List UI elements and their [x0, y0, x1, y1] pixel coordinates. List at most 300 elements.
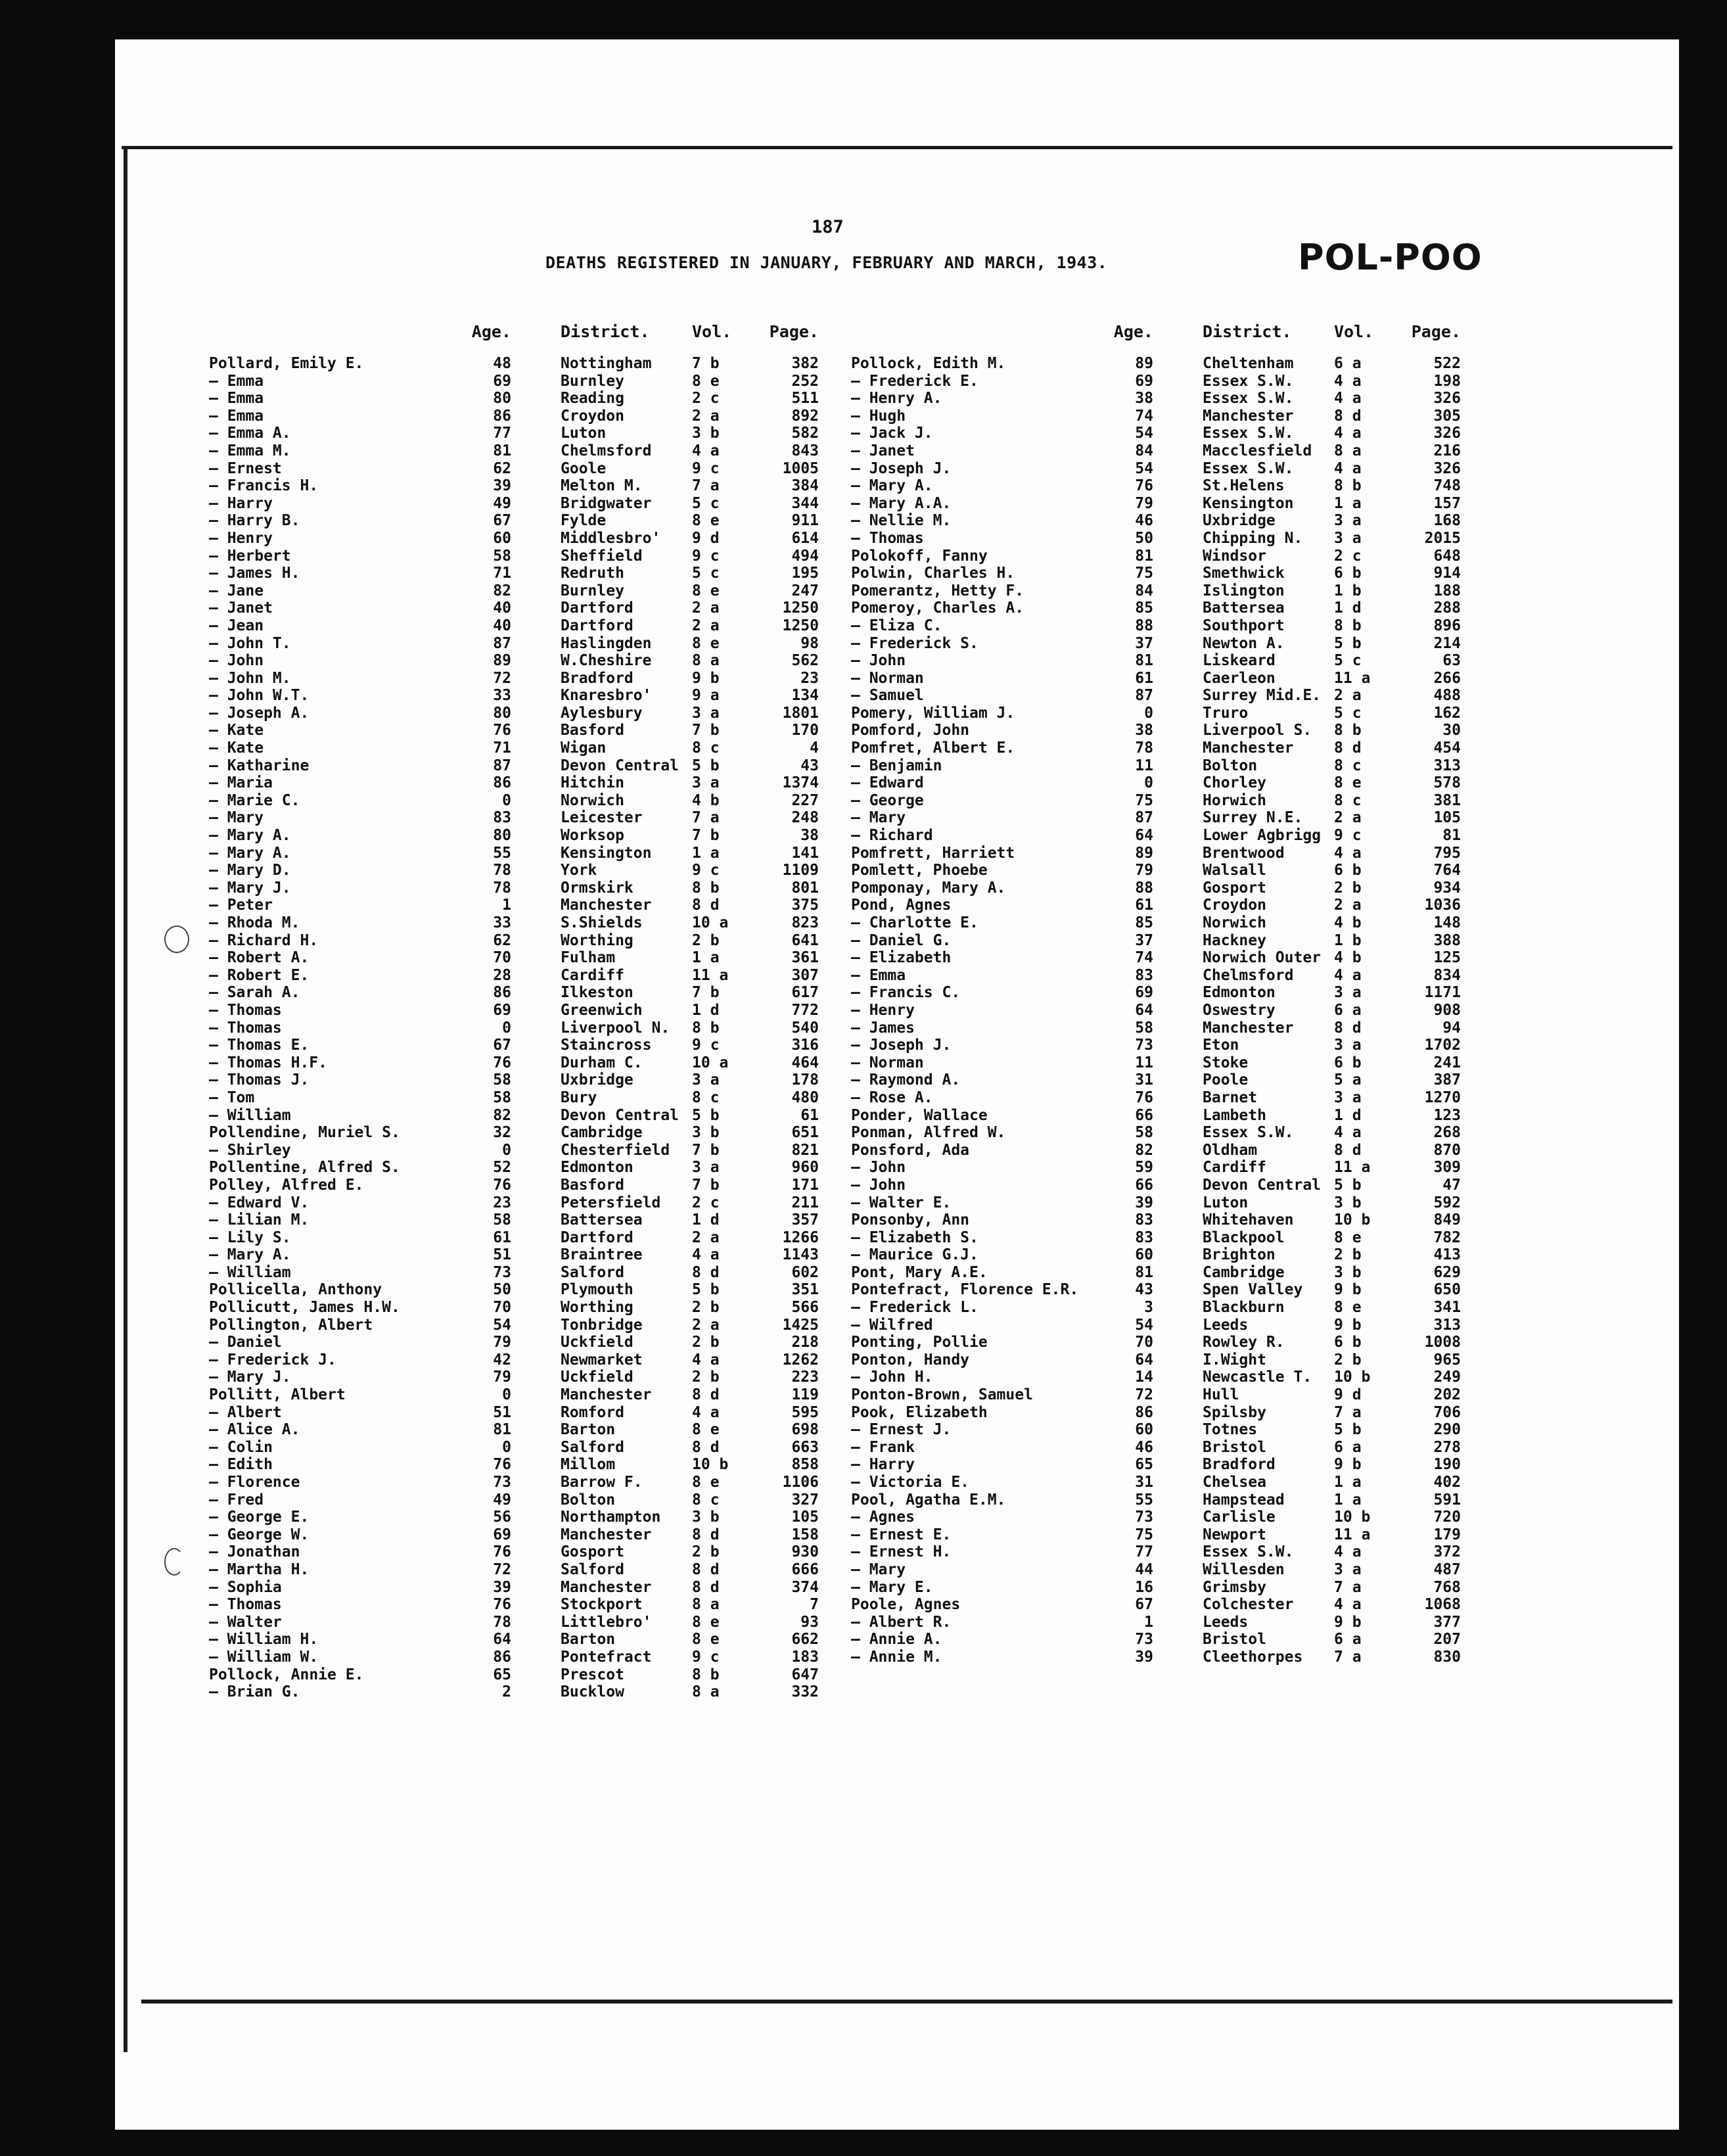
entry-volume: 1 b [1334, 931, 1362, 949]
entry-name: Pont, Mary A.E. [851, 1263, 988, 1281]
entry-volume: 3 b [1334, 1263, 1362, 1281]
register-entry [851, 845, 1495, 862]
register-entry [209, 1054, 853, 1072]
entry-page: 105 [1433, 809, 1461, 827]
entry-age: 40 [493, 599, 511, 617]
entry-page: 666 [791, 1560, 819, 1578]
entry-page: 892 [791, 407, 819, 425]
register-entry [209, 565, 853, 582]
entry-volume: 8 d [692, 1578, 720, 1596]
entry-name: Pontefract, Florence E.R. [851, 1281, 1079, 1299]
entry-age: 78 [493, 1613, 511, 1631]
register-entry [851, 1159, 1495, 1177]
entry-page: 1250 [782, 617, 819, 634]
entry-age: 0 [502, 1019, 511, 1037]
entry-page: 326 [1433, 390, 1461, 408]
register-entry [209, 460, 853, 478]
entry-page: 361 [791, 949, 819, 967]
entry-name: — Emma M. [209, 442, 291, 459]
register-entry [851, 1579, 1495, 1597]
entry-page: 157 [1433, 494, 1461, 512]
entry-age: 64 [1135, 1001, 1153, 1019]
register-entry [851, 792, 1495, 810]
entry-volume: 1 d [692, 1001, 720, 1019]
register-entry [209, 792, 853, 810]
entry-age: 67 [493, 512, 511, 530]
entry-age: 0 [502, 791, 511, 809]
entry-age: 46 [1135, 1438, 1153, 1456]
register-entry [209, 1159, 853, 1177]
entry-age: 67 [1135, 1596, 1153, 1614]
entry-age: 89 [1135, 844, 1153, 862]
entry-volume: 8 b [1334, 722, 1362, 739]
entry-age: 69 [1135, 984, 1153, 1002]
entry-volume: 5 c [692, 494, 720, 512]
entry-name: — Walter E. [851, 1194, 952, 1211]
entry-volume: 8 e [1334, 1229, 1362, 1246]
entry-name: Ponting, Pollie [851, 1334, 988, 1351]
entry-age: 52 [493, 1159, 511, 1177]
entry-age: 86 [493, 1648, 511, 1666]
entry-page: 1374 [782, 774, 819, 792]
entry-age: 62 [493, 459, 511, 477]
entry-name: — Maurice G.J. [851, 1246, 979, 1264]
entry-district: Spilsby [1203, 1403, 1266, 1421]
register-entry [209, 1526, 853, 1544]
register-entry [851, 1002, 1495, 1019]
entry-district: Millom [561, 1456, 616, 1474]
register-entry [209, 1037, 853, 1054]
entry-page: 377 [1433, 1613, 1461, 1631]
entry-age: 55 [493, 844, 511, 862]
entry-age: 71 [493, 565, 511, 582]
entry-name: — Benjamin [851, 757, 942, 774]
entry-district: Chipping N. [1203, 529, 1303, 547]
entry-name: — Mary A.A. [851, 494, 952, 512]
entry-age: 87 [493, 757, 511, 774]
entry-age: 78 [1135, 739, 1153, 757]
register-entry [851, 1543, 1495, 1561]
register-entry [209, 984, 853, 1002]
entry-district: Macclesfield [1203, 442, 1312, 459]
entry-district: Knaresbro' [561, 687, 652, 705]
entry-name: — Thomas E. [209, 1037, 310, 1054]
entry-name: — John [851, 652, 906, 670]
entry-volume: 3 b [1334, 1194, 1362, 1211]
entry-age: 65 [1135, 1456, 1153, 1474]
entry-name: — Jack J. [851, 425, 933, 442]
entry-age: 76 [493, 1176, 511, 1194]
entry-page: 170 [791, 722, 819, 739]
entry-age: 54 [1135, 1316, 1153, 1334]
entry-name: — George [851, 791, 924, 809]
entry-district: Bristol [1203, 1631, 1266, 1649]
age-header: Age. [1113, 322, 1153, 341]
entry-name: Pollicella, Anthony [209, 1281, 382, 1299]
entry-district: Bradford [1203, 1456, 1276, 1474]
register-entry [851, 967, 1495, 985]
entry-page: 326 [1433, 425, 1461, 442]
entry-district: Battersea [1203, 599, 1285, 617]
entry-page: 1109 [782, 862, 819, 879]
entry-name: Pollentine, Alfred S. [209, 1159, 400, 1177]
entry-volume: 4 a [692, 1246, 720, 1264]
entry-page: 332 [791, 1683, 819, 1701]
entry-name: — Shirley [209, 1141, 291, 1159]
register-entry [209, 1177, 853, 1194]
entry-district: Gosport [561, 1543, 624, 1561]
entry-volume: 1 d [1334, 1106, 1362, 1124]
register-entry [209, 1666, 853, 1684]
entry-age: 89 [493, 652, 511, 670]
entry-page: 488 [1433, 687, 1461, 705]
entry-age: 69 [493, 372, 511, 390]
entry-name: — Janet [851, 442, 915, 459]
entry-district: Manchester [1203, 1019, 1294, 1037]
entry-page: 647 [791, 1666, 819, 1683]
entry-volume: 8 e [692, 1631, 720, 1649]
entry-age: 86 [493, 984, 511, 1002]
entry-volume: 2 a [1334, 687, 1362, 705]
entry-volume: 8 c [1334, 791, 1362, 809]
entry-age: 58 [1135, 1124, 1153, 1142]
entry-page: 795 [1433, 844, 1461, 862]
entry-name: — Annie A. [851, 1631, 942, 1649]
entry-age: 51 [493, 1246, 511, 1264]
entry-name: Pollendine, Muriel S. [209, 1124, 400, 1142]
entry-page: 592 [1433, 1194, 1461, 1211]
entry-name: — Harry [209, 494, 273, 512]
register-entry [851, 1614, 1495, 1631]
entry-name: — Emma [851, 966, 906, 984]
entry-volume: 8 b [692, 1019, 720, 1037]
entry-page: 821 [791, 1141, 819, 1159]
register-entry [209, 687, 853, 705]
register-entry [851, 565, 1495, 582]
entry-age: 72 [1135, 1386, 1153, 1404]
district-header: District. [1203, 322, 1292, 341]
entry-page: 487 [1433, 1560, 1461, 1578]
entry-district: Norwich [561, 791, 624, 809]
register-entry [209, 1474, 853, 1491]
entry-age: 82 [493, 582, 511, 599]
entry-district: Barton [561, 1421, 616, 1439]
entry-name: Pollock, Edith M. [851, 355, 1006, 372]
entry-name: — Rose A. [851, 1089, 933, 1106]
register-entry [851, 617, 1495, 635]
register-entry [851, 1089, 1495, 1107]
entry-name: — Kate [209, 739, 264, 757]
entry-volume: 9 b [1334, 1456, 1362, 1474]
entry-district: Ilkeston [561, 984, 633, 1002]
entry-volume: 11 a [1334, 1526, 1371, 1543]
entry-name: Pomfret, Albert E. [851, 739, 1015, 757]
entry-volume: 2 a [692, 617, 720, 634]
register-entry [209, 1404, 853, 1422]
register-entry [209, 949, 853, 967]
register-entry [209, 617, 853, 635]
entry-district: Whitehaven [1203, 1211, 1294, 1229]
entry-age: 11 [1135, 757, 1153, 774]
entry-name: Pollard, Emily E. [209, 355, 364, 372]
register-entry [209, 1194, 853, 1212]
entry-age: 14 [1135, 1369, 1153, 1386]
entry-page: 1270 [1424, 1089, 1461, 1106]
entry-district: Essex S.W. [1203, 459, 1294, 477]
register-entry [209, 1299, 853, 1317]
entry-page: 1106 [782, 1474, 819, 1491]
entry-volume: 4 a [1334, 1596, 1362, 1614]
entry-name: — John M. [209, 669, 291, 687]
entry-age: 64 [1135, 1351, 1153, 1369]
entry-name: — George W. [209, 1526, 310, 1543]
entry-page: 1262 [782, 1351, 819, 1369]
entry-volume: 1 b [1334, 582, 1362, 599]
entry-volume: 2 a [692, 1316, 720, 1334]
entry-page: 148 [1433, 914, 1461, 931]
entry-volume: 2 a [692, 407, 720, 425]
entry-district: Northampton [561, 1509, 661, 1526]
entry-name: — Annie M. [851, 1648, 942, 1666]
entry-age: 49 [493, 494, 511, 512]
entry-district: Cardiff [561, 966, 624, 984]
entry-page: 930 [791, 1543, 819, 1561]
entry-age: 33 [493, 914, 511, 931]
entry-name: — Norman [851, 669, 924, 687]
entry-age: 39 [493, 1578, 511, 1596]
entry-volume: 8 b [1334, 617, 1362, 634]
entry-name: Pollitt, Albert [209, 1386, 346, 1404]
entry-page: 614 [791, 529, 819, 547]
entry-page: 663 [791, 1438, 819, 1456]
entry-volume: 2 a [692, 1229, 720, 1246]
entry-page: 768 [1433, 1578, 1461, 1596]
entry-name: — Mary J. [209, 879, 291, 897]
entry-age: 60 [1135, 1421, 1153, 1439]
entry-district: Oswestry [1203, 1001, 1276, 1019]
entry-district: Wigan [561, 739, 607, 757]
register-entry [209, 1369, 853, 1386]
entry-page: 341 [1433, 1299, 1461, 1317]
entry-page: 207 [1433, 1631, 1461, 1649]
entry-page: 651 [791, 1124, 819, 1142]
entry-district: Carlisle [1203, 1509, 1276, 1526]
entry-name: — Henry A. [851, 390, 942, 408]
entry-district: Edmonton [561, 1159, 633, 1177]
register-entry [209, 1334, 853, 1351]
district-header: District. [561, 322, 650, 341]
entry-district: Southport [1203, 617, 1285, 634]
entry-age: 72 [493, 1560, 511, 1578]
entry-volume: 5 b [1334, 1421, 1362, 1439]
entry-age: 58 [493, 1089, 511, 1106]
entry-name: Ponder, Wallace [851, 1106, 988, 1124]
entry-age: 37 [1135, 634, 1153, 652]
register-entry [851, 1474, 1495, 1491]
entry-volume: 8 d [1334, 1141, 1362, 1159]
entry-name: — William [209, 1263, 291, 1281]
entry-district: Bradford [561, 669, 633, 687]
entry-volume: 9 b [692, 669, 720, 687]
entry-volume: 6 a [1334, 355, 1362, 372]
entry-volume: 8 e [692, 1613, 720, 1631]
entry-volume: 3 a [1334, 529, 1362, 547]
register-entry [209, 408, 853, 425]
register-entry [209, 827, 853, 845]
register-entry [209, 1421, 853, 1439]
entry-page: 313 [1433, 757, 1461, 774]
register-entry [851, 1264, 1495, 1282]
entry-district: Dartford [561, 1229, 633, 1246]
entry-page: 4 [810, 739, 819, 757]
entry-volume: 9 b [1334, 1613, 1362, 1631]
register-entry [209, 1281, 853, 1299]
entry-age: 82 [493, 1106, 511, 1124]
entry-volume: 3 a [1334, 1037, 1362, 1054]
entry-volume: 5 b [692, 1281, 720, 1299]
register-entry [209, 530, 853, 548]
entry-page: 307 [791, 966, 819, 984]
entry-district: Barrow F. [561, 1474, 643, 1491]
entry-page: 402 [1433, 1474, 1461, 1491]
entry-district: Liverpool S. [1203, 722, 1312, 739]
entry-volume: 8 e [692, 634, 720, 652]
entry-age: 73 [1135, 1037, 1153, 1054]
entry-page: 7 [810, 1596, 819, 1614]
entry-volume: 9 c [1334, 827, 1362, 845]
entry-volume: 8 d [1334, 1019, 1362, 1037]
entry-volume: 8 d [1334, 739, 1362, 757]
entry-district: Burnley [561, 372, 624, 390]
entry-district: Dartford [561, 599, 633, 617]
register-entry [851, 1649, 1495, 1666]
entry-age: 88 [1135, 879, 1153, 897]
entry-volume: 6 b [1334, 565, 1362, 582]
register-entry [209, 1614, 853, 1631]
entry-age: 58 [493, 1211, 511, 1229]
entry-age: 81 [1135, 1263, 1153, 1281]
entry-volume: 2 b [692, 1543, 720, 1561]
entry-page: 641 [791, 931, 819, 949]
entry-name: — Thomas [209, 1019, 282, 1037]
entry-name: — William H. [209, 1631, 319, 1649]
entry-page: 522 [1433, 355, 1461, 372]
entry-district: Burnley [561, 582, 624, 599]
entry-page: 278 [1433, 1438, 1461, 1456]
entry-page: 158 [791, 1526, 819, 1543]
entry-age: 0 [1144, 774, 1153, 792]
entry-age: 37 [1135, 931, 1153, 949]
entry-name: Ponsonby, Ann [851, 1211, 970, 1229]
entry-name: — Joseph J. [851, 1037, 952, 1054]
entry-volume: 7 a [1334, 1403, 1362, 1421]
register-entry [851, 1019, 1495, 1037]
entry-volume: 4 a [1334, 425, 1362, 442]
entry-volume: 1 d [1334, 599, 1362, 617]
entry-age: 73 [1135, 1509, 1153, 1526]
entry-name: — John [851, 1159, 906, 1177]
entry-district: Windsor [1203, 547, 1266, 565]
entry-name: — Mary [209, 809, 264, 827]
entry-age: 80 [493, 704, 511, 722]
entry-name: — Walter [209, 1613, 282, 1631]
entry-page: 211 [791, 1194, 819, 1211]
register-entry [851, 1386, 1495, 1404]
entry-district: Cheltenham [1203, 355, 1294, 372]
entry-volume: 4 a [1334, 372, 1362, 390]
entry-district: Reading [561, 390, 624, 408]
entry-age: 67 [493, 1037, 511, 1054]
entry-district: Manchester [561, 1578, 652, 1596]
entry-district: Grimsby [1203, 1578, 1266, 1596]
entry-district: Fulham [561, 949, 616, 967]
register-entry [851, 1281, 1495, 1299]
entry-page: 870 [1433, 1141, 1461, 1159]
page-number: 187 [812, 217, 844, 237]
entry-district: Walsall [1203, 862, 1266, 879]
entry-age: 77 [1135, 1543, 1153, 1561]
register-entry [851, 1071, 1495, 1089]
register-entry [851, 862, 1495, 879]
entry-district: Gosport [1203, 879, 1266, 897]
entry-age: 60 [493, 529, 511, 547]
left-column [209, 319, 853, 1701]
entry-age: 60 [1135, 1246, 1153, 1264]
register-entry [209, 1002, 853, 1019]
entry-age: 2 [502, 1683, 511, 1701]
entry-name: — Lilian M. [209, 1211, 310, 1229]
entry-age: 84 [1135, 582, 1153, 599]
entry-page: 1008 [1424, 1334, 1461, 1351]
entry-page: 801 [791, 879, 819, 897]
register-entry [851, 914, 1495, 932]
entry-name: — Emma [209, 390, 264, 408]
entry-volume: 3 a [1334, 512, 1362, 530]
register-entry [209, 1561, 853, 1579]
entry-age: 0 [502, 1141, 511, 1159]
entry-age: 58 [493, 1071, 511, 1089]
register-entry [851, 879, 1495, 897]
register-entry [851, 1351, 1495, 1369]
entry-age: 64 [1135, 827, 1153, 845]
register-entry [851, 774, 1495, 792]
punch-hole-upper [164, 926, 189, 953]
entry-district: Basford [561, 1176, 624, 1194]
entry-volume: 10 b [1334, 1509, 1371, 1526]
entry-age: 50 [493, 1281, 511, 1299]
register-entry [209, 845, 853, 862]
entry-page: 290 [1433, 1421, 1461, 1439]
entry-district: Worksop [561, 827, 624, 845]
entry-age: 16 [1135, 1578, 1153, 1596]
entry-name: — John H. [851, 1369, 933, 1386]
entry-volume: 1 d [692, 1211, 720, 1229]
register-entry [851, 897, 1495, 914]
entry-name: — John T. [209, 634, 291, 652]
entry-page: 179 [1433, 1526, 1461, 1543]
entry-page: 63 [1442, 652, 1461, 670]
register-entry [209, 1246, 853, 1264]
entry-page: 93 [800, 1613, 819, 1631]
register-entry [851, 1211, 1495, 1229]
entry-volume: 5 b [1334, 1176, 1362, 1194]
entry-page: 1036 [1424, 897, 1461, 914]
register-entry [851, 984, 1495, 1002]
register-entry [851, 477, 1495, 495]
entry-name: — Francis C. [851, 984, 961, 1002]
entry-name: Pool, Agatha E.M. [851, 1491, 1006, 1509]
entry-volume: 9 c [692, 1037, 720, 1054]
